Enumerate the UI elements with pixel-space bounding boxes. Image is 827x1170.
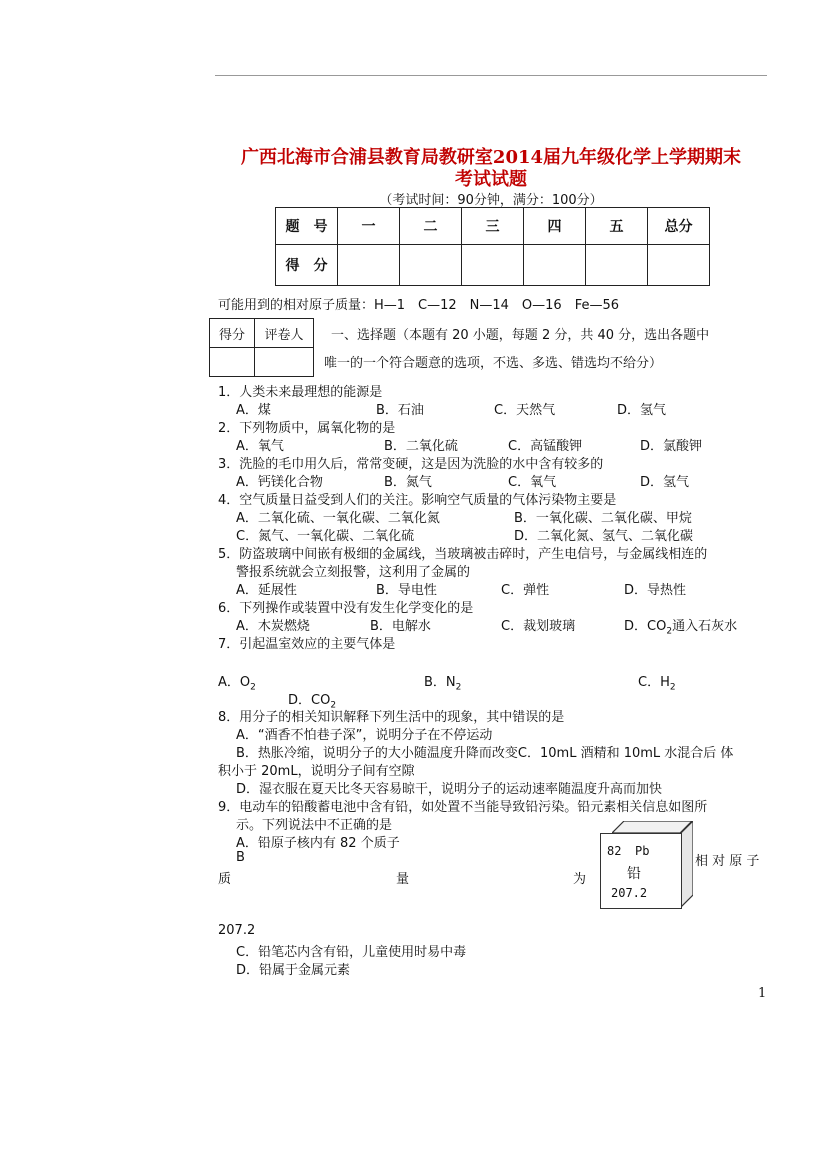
q9-option-b-word4: 相 对 原 子 [695, 854, 760, 869]
q4-option-d: D．二氧化氮、氢气、二氧化碳 [514, 529, 694, 544]
q5-option-a: A．延展性 [236, 583, 297, 598]
q9-option-b-label: B [236, 850, 245, 865]
top-rule [215, 75, 767, 76]
q1-stem: 1．人类未来最理想的能源是 [218, 385, 383, 400]
score-cell[interactable] [400, 245, 462, 286]
q7-stem: 7．引起温室效应的主要气体是 [218, 637, 396, 652]
score-row-label: 得 分 [276, 245, 338, 286]
q2-option-b: B．二氧化硫 [384, 439, 458, 454]
q1-option-b: B．石油 [376, 403, 424, 418]
q9-stem-line1: 9．电动车的铅酸蓄电池中含有铅，如处置不当能导致铅污染。铅元素相关信息如图所 [218, 800, 708, 815]
q6-stem: 6．下列操作或装置中没有发生化学变化的是 [218, 601, 474, 616]
score-cell[interactable] [524, 245, 586, 286]
score-header-3: 三 [462, 208, 524, 245]
q6-option-a: A．木炭燃烧 [236, 619, 310, 634]
element-name: 铅 [627, 866, 641, 882]
q9-option-c: C．铅笔芯内含有铅，儿童使用时易中毒 [236, 945, 467, 960]
q9-option-b-word2: 量 [396, 872, 410, 887]
section1-intro-line2: 唯一的一个符合题意的选项，不选、多选、错选均不给分） [324, 356, 663, 371]
score-cell[interactable] [586, 245, 648, 286]
q3-option-d: D．氢气 [640, 475, 690, 490]
element-card-lead [600, 833, 682, 909]
score-header-total: 总分 [648, 208, 710, 245]
score-cell[interactable] [648, 245, 710, 286]
q9-option-b-word3: 为 [573, 872, 587, 887]
exam-title-line1: 广西北海市合浦县教育局教研室2014届九年级化学上学期期末 [240, 147, 742, 168]
q7-option-d: D．$CO_2$ [288, 693, 337, 711]
q7-option-a: A．$O_2$ [218, 675, 256, 693]
q2-option-d: D．氯酸钾 [640, 439, 703, 454]
q1-option-a: A．煤 [236, 403, 271, 418]
score-header-5: 五 [586, 208, 648, 245]
q5-stem-line1: 5．防盗玻璃中间嵌有极细的金属线，当玻璃被击碎时，产生电信号，与金属线相连的 [218, 547, 708, 562]
atomic-mass-line: 可能用到的相对原子质量：H—1 C—12 N—14 O—16 Fe—56 [218, 298, 620, 313]
exam-subtitle: （考试时间：90分钟，满分：100分） [379, 193, 603, 208]
q4-option-c: C．氮气、一氧化碳、二氧化硫 [236, 529, 415, 544]
element-card-side-face [681, 821, 693, 907]
q3-option-b: B．氮气 [384, 475, 432, 490]
element-atomic-number: 82 [607, 844, 622, 858]
q4-option-b: B．一氧化碳、二氧化碳、甲烷 [514, 511, 692, 526]
q9-option-b-value: 207.2 [218, 923, 256, 938]
score-table [275, 207, 710, 286]
q2-stem: 2．下列物质中，属氧化物的是 [218, 421, 396, 436]
element-card-top-face [612, 821, 692, 833]
q3-option-c: C．氧气 [508, 475, 557, 490]
element-symbol: Pb [635, 844, 650, 858]
score-header-label: 题 号 [276, 208, 338, 245]
q8-stem: 8．用分子的相关知识解释下列生活中的现象，其中错误的是 [218, 710, 565, 725]
q4-option-a: A．二氧化硫、一氧化碳、二氧化氮 [236, 511, 440, 526]
q8-option-a: A．“酒香不怕巷子深”，说明分子在不停运动 [236, 728, 493, 743]
grader-score-cell[interactable] [210, 348, 255, 377]
page-number: 1 [758, 986, 767, 1001]
score-cell[interactable] [338, 245, 400, 286]
exam-title-line2: 考试试题 [455, 169, 527, 190]
score-header-4: 四 [524, 208, 586, 245]
score-header-1: 一 [338, 208, 400, 245]
q3-stem: 3．洗脸的毛巾用久后，常常变硬，这是因为洗脸的水中含有较多的 [218, 457, 604, 472]
section1-intro-line1: 一、选择题（本题有 20 小题，每题 2 分，共 40 分，选出各题中 [331, 328, 710, 343]
score-header-2: 二 [400, 208, 462, 245]
q8-option-bc: B．热胀冷缩，说明分子的大小随温度升降而改变C．10mL 酒精和 10mL 水混合后 体 [236, 746, 734, 761]
grader-name-label: 评卷人 [255, 319, 314, 348]
q6-option-b: B．电解水 [370, 619, 431, 634]
grader-name-cell[interactable] [255, 348, 314, 377]
q9-stem-line2: 示。下列说法中不正确的是 [236, 818, 393, 833]
q2-option-c: C．高锰酸钾 [508, 439, 583, 454]
grader-score-label: 得分 [210, 319, 255, 348]
score-cell[interactable] [462, 245, 524, 286]
q5-option-c: C．弹性 [501, 583, 550, 598]
q7-option-c: C．$H_2$ [638, 675, 676, 693]
q4-stem: 4．空气质量日益受到人们的关注。影响空气质量的气体污染物主要是 [218, 493, 617, 508]
q3-option-a: A．钙镁化合物 [236, 475, 323, 490]
q5-option-b: B．导电性 [376, 583, 437, 598]
q7-option-b: B．$N_2$ [424, 675, 462, 693]
q6-option-c: C．裁划玻璃 [501, 619, 576, 634]
q1-option-d: D．氢气 [617, 403, 667, 418]
q8-option-bc-cont: 积小于 20mL，说明分子间有空隙 [218, 764, 415, 779]
q5-stem-line2: 警报系统就会立刻报警，这利用了金属的 [236, 565, 471, 580]
q9-option-b-word1: 质 [218, 872, 232, 887]
element-atomic-mass: 207.2 [611, 886, 648, 900]
q9-option-d: D．铅属于金属元素 [236, 963, 351, 978]
q8-option-d: D．湿衣服在夏天比冬天容易晾干，说明分子的运动速率随温度升高而加快 [236, 782, 663, 797]
q5-option-d: D．导热性 [624, 583, 687, 598]
grader-table [209, 318, 314, 377]
q1-option-c: C．天然气 [494, 403, 556, 418]
q2-option-a: A．氧气 [236, 439, 284, 454]
q9-option-a: A．铅原子核内有 82 个质子 [236, 836, 400, 851]
q6-option-d: D．$CO_2$通入石灰水 [624, 619, 738, 637]
